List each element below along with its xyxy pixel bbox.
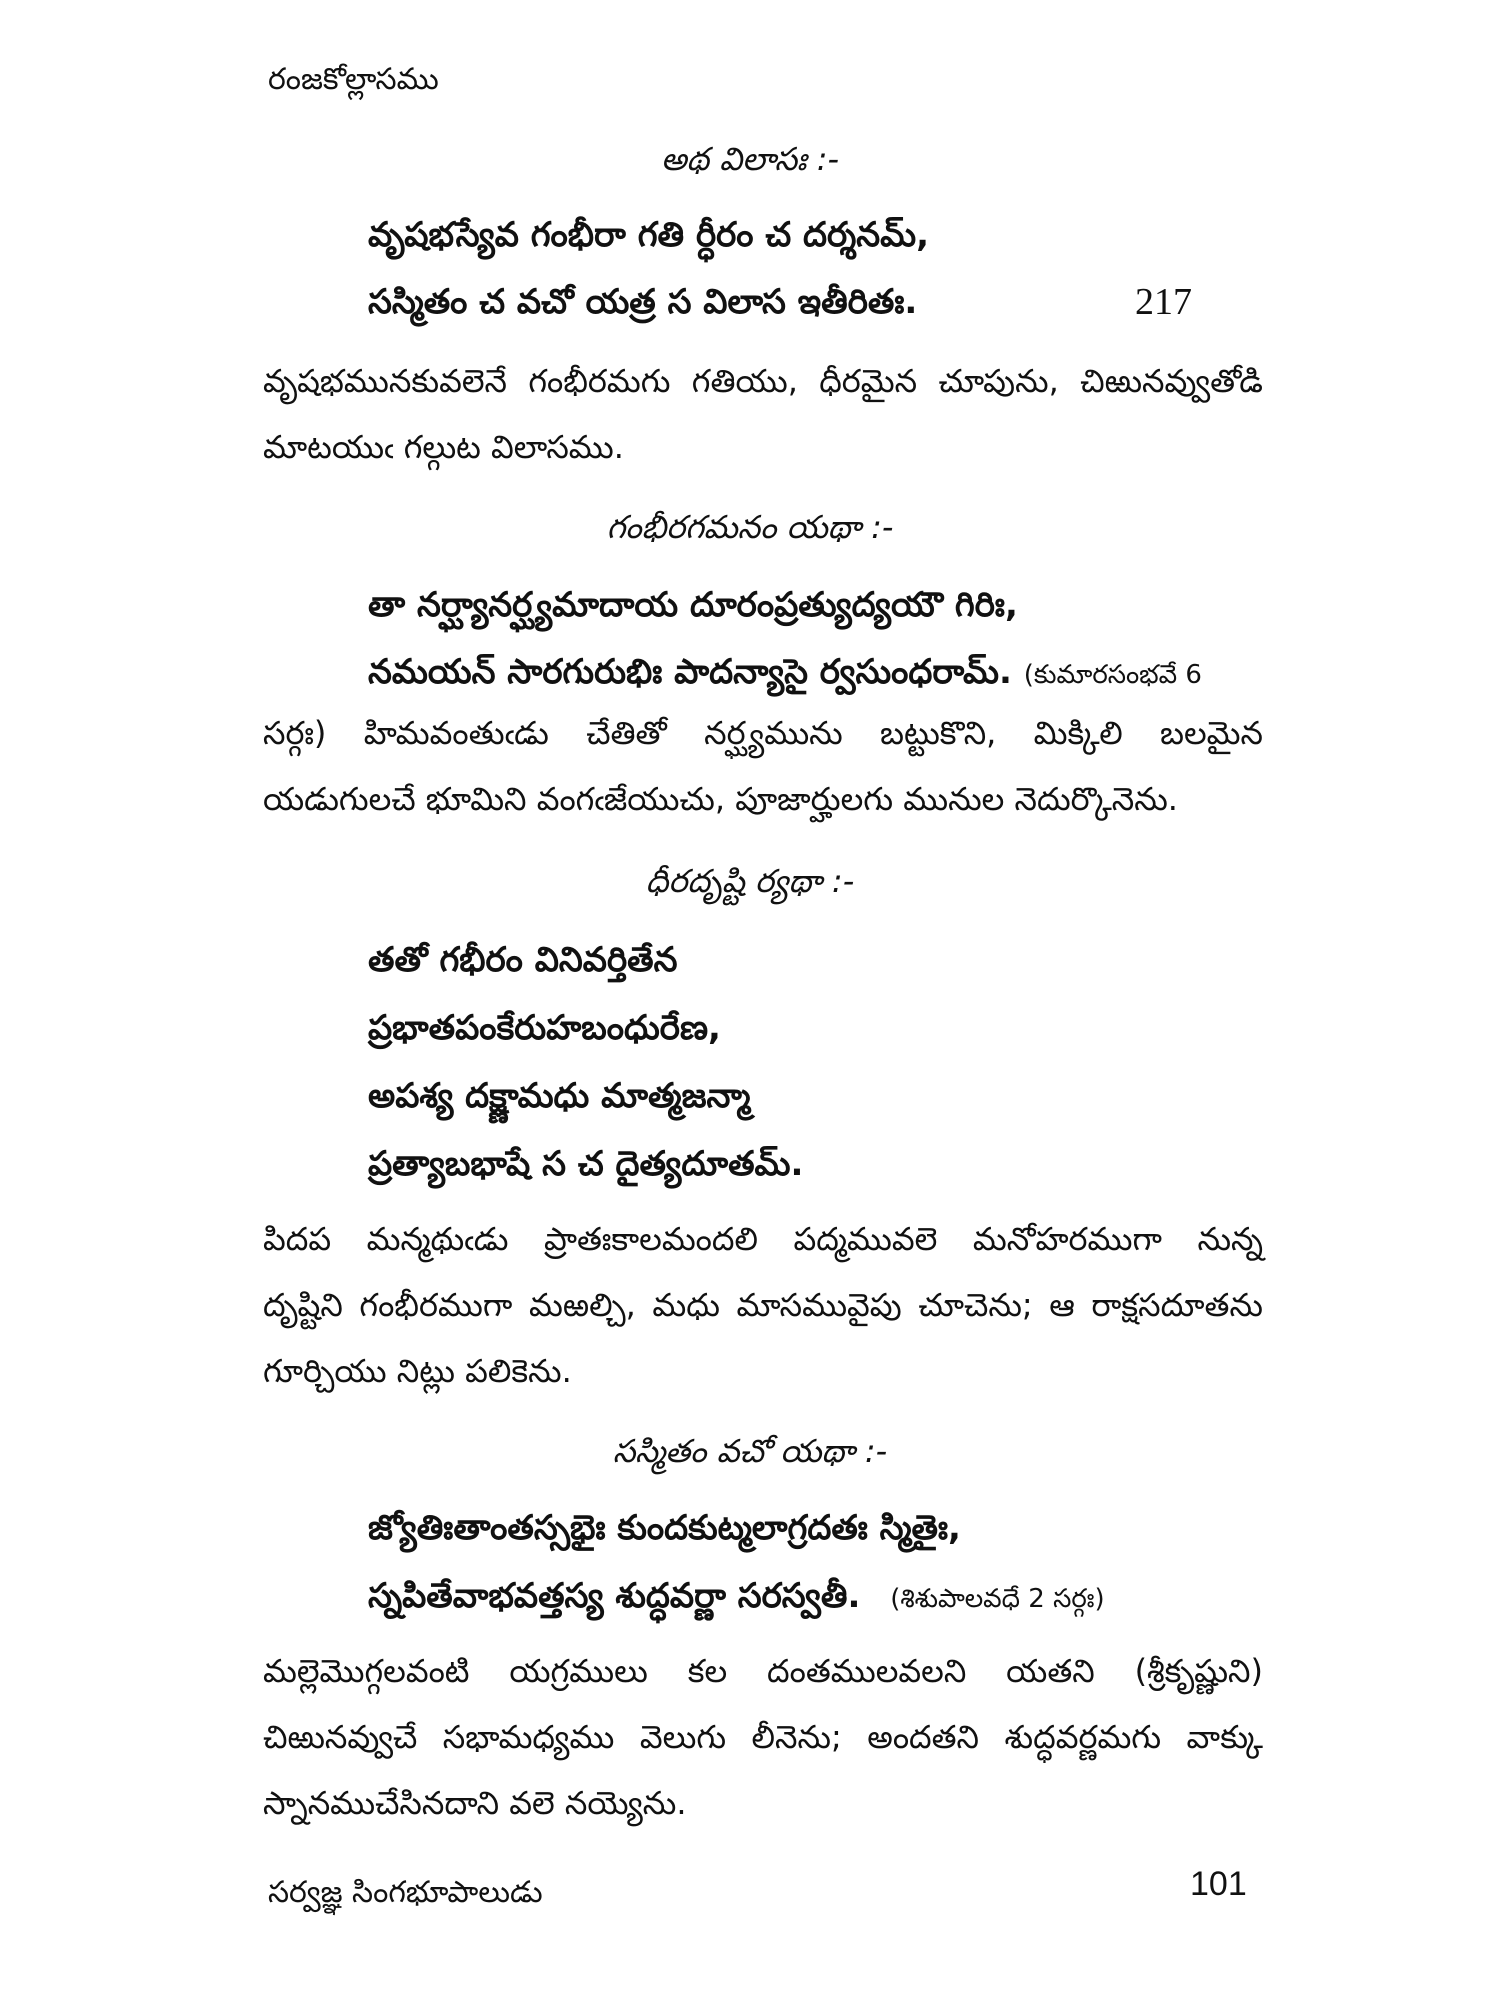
- section-heading-dhira: ధీరదృష్టి ర్యథా :-: [645, 862, 855, 900]
- prose-line: పిదప మన్మథుఁడు ప్రాతఃకాలమందలి పద్మమువలె మనోహరముగా నున్న: [263, 1220, 1263, 1258]
- verse-line: సస్మితం చ వచో యత్ర స విలాస ఇతీరితః.: [368, 282, 918, 322]
- prose-line: దృష్టిని గంభీరముగా మఱల్చి, మధు మాసమువైపు చూచెను; ఆ రాక్షసదూతను: [263, 1286, 1263, 1324]
- verse-number: 217: [1135, 281, 1192, 323]
- verse-line: అపశ్య దక్ష్ణామధు మాత్మజన్మా: [368, 1076, 751, 1116]
- footer-author: సర్వజ్ఞ సింగభూపాలుడు: [268, 1875, 543, 1910]
- verse-line: తా నర్ఘ్యానర్ఘ్యమాదాయ దూరంప్రత్యుద్యయౌ గిరిః,: [368, 585, 1018, 625]
- running-header: రంజకోల్లాసము: [268, 62, 439, 97]
- prose-line: సర్గః) హిమవంతుఁడు చేతితో నర్ఘ్యమును బట్టుకొని, మిక్కిలి బలమైన: [263, 714, 1263, 752]
- verse-line: [368, 1576, 1105, 1624]
- source-reference: (శిశుపాలవధే 2 సర్గః): [890, 1584, 1105, 1614]
- verse-line: జ్యోతిఃతాంతస్సభైః కుందకుట్మలాగ్రదతః స్మితైః,: [368, 1508, 961, 1548]
- verse-line: [368, 652, 1202, 700]
- prose-line: వృషభమునకువలెనే గంభీరమగు గతియు, ధీరమైన చూపును, చిఱునవ్వుతోడి: [263, 362, 1263, 400]
- source-reference: (కుమారసంభవే 6: [1023, 660, 1202, 690]
- verse-line: ప్రభాతపంకేరుహబంధురేణ,: [368, 1008, 721, 1048]
- prose-line: చిఱునవ్వుచే సభామధ్యము వెలుగు లీనెను; అందతని శుద్ధవర్ణమగు వాక్కు: [263, 1718, 1263, 1756]
- prose-line: స్నానముచేసినదాని వలె నయ్యెను.: [263, 1784, 687, 1822]
- verse-line: తతో గభీరం వినివర్తితేన: [368, 940, 678, 980]
- verse-text: నమయన్ సారగురుభిః పాదన్యాసై ర్వసుంధరామ్.: [368, 652, 1012, 692]
- section-heading-sasmita: సస్మితం వచో యథా :-: [612, 1432, 888, 1470]
- verse-line: వృషభస్యేవ గంభీరా గతి ర్ధీరం చ దర్శనమ్,: [368, 215, 930, 255]
- prose-line: యడుగులచే భూమిని వంగఁజేయుచు, పూజార్హులగు మునుల నెదుర్కొనెను.: [263, 780, 1178, 818]
- verse-line: ప్రత్యాబభాషే స చ దైత్యదూతమ్.: [368, 1144, 804, 1184]
- section-heading-gambhira: గంభీరగమనం యథా :-: [606, 508, 894, 546]
- prose-line: మాటయుఁ గల్గుట విలాసము.: [263, 428, 624, 466]
- prose-line: మల్లెమొగ్గలవంటి యగ్రములు కల దంతములవలని యతని (శ్రీకృష్ణుని): [263, 1652, 1263, 1690]
- section-heading-vilasa: అథ విలాసః :-: [660, 140, 840, 178]
- verse-text: స్నపితేవాభవత్తస్య శుద్ధవర్ణా సరస్వతీ.: [368, 1576, 861, 1616]
- page-number: 101: [1190, 1865, 1247, 1903]
- prose-line: గూర్చియు నిట్లు పలికెను.: [263, 1352, 572, 1390]
